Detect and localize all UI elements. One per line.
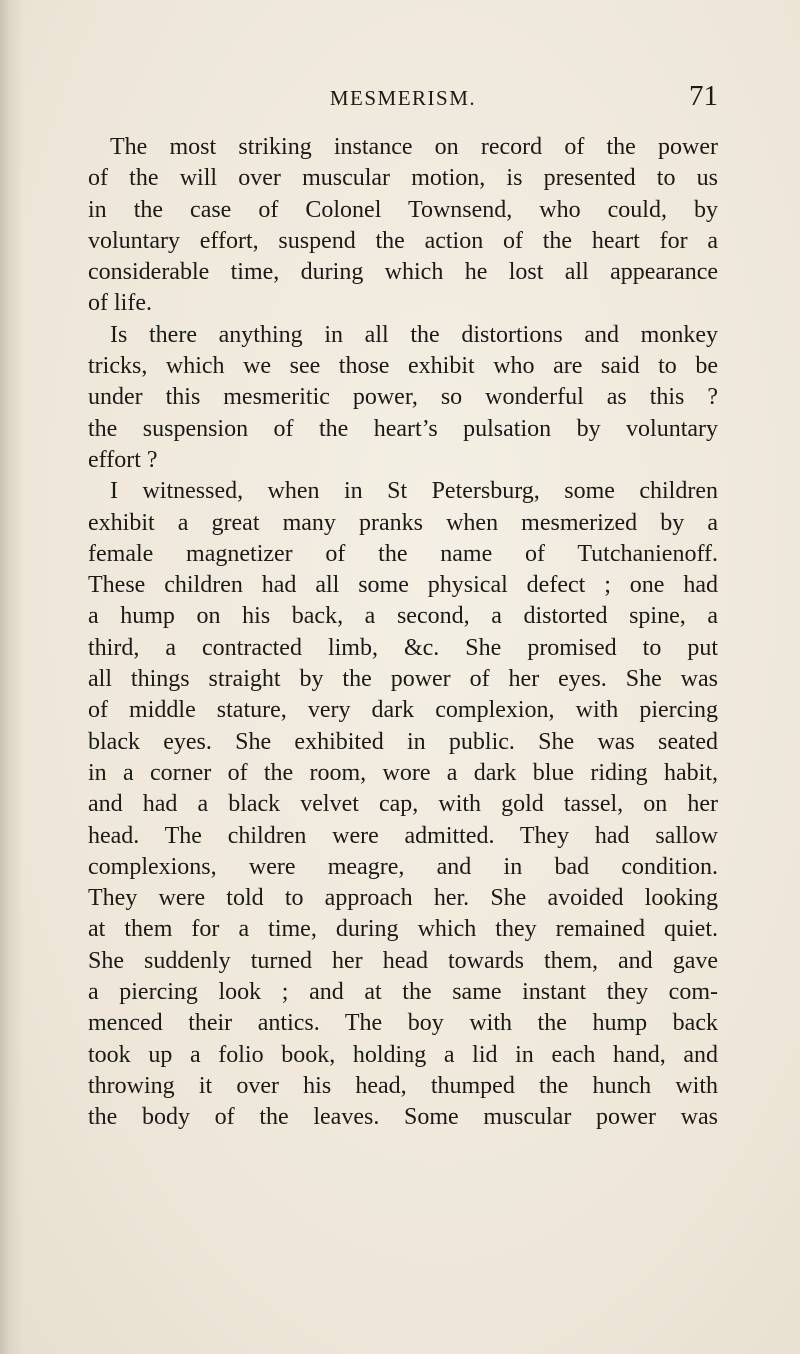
- text-line: at them for a time, during which they remained quiet.: [88, 916, 718, 943]
- text-line: I witnessed, when in St Petersburg, some children: [110, 478, 718, 505]
- text-line: voluntary effort, suspend the action of the heart for a: [88, 227, 718, 254]
- text-line: female magnetizer of the name of Tutchanienoff.: [88, 540, 718, 567]
- text-line: black eyes. She exhibited in public. She was seated: [88, 728, 718, 755]
- text-line: menced their antics. The boy with the hump back: [88, 1010, 718, 1037]
- text-line: of middle stature, very dark complexion, with piercing: [88, 697, 718, 724]
- text-line: the suspension of the heart’s pulsation by voluntary: [88, 415, 718, 442]
- text-line: of life.: [88, 290, 152, 317]
- text-line: under this mesmeritic power, so wonderful as this ?: [88, 384, 718, 411]
- text-line: exhibit a great many pranks when mesmerized by a: [88, 509, 718, 536]
- text-line: a piercing look ; and at the same instant they com-: [88, 979, 718, 1006]
- text-line: in a corner of the room, wore a dark blue riding habit,: [88, 759, 718, 786]
- text-line: a hump on his back, a second, a distorted spine, a: [88, 603, 718, 630]
- text-line: complexions, were meagre, and in bad condition.: [88, 853, 718, 880]
- text-line: She suddenly turned her head towards them, and gave: [88, 947, 718, 974]
- text-line: effort ?: [88, 446, 158, 473]
- text-line: in the case of Colonel Townsend, who could, by: [88, 196, 718, 223]
- text-line: third, a contracted limb, &c. She promised to put: [88, 634, 718, 661]
- text-line: The most striking instance on record of the power: [110, 134, 718, 160]
- page-number: 71: [689, 80, 718, 112]
- page-header: [88, 76, 718, 116]
- running-head: MESMERISM.: [329, 86, 477, 110]
- text-line: and had a black velvet cap, with gold tassel, on her: [88, 791, 718, 818]
- text-line: all things straight by the power of her eyes. She was: [88, 666, 718, 693]
- text-line: head. The children were admitted. They had sallow: [88, 822, 718, 849]
- body-text: [88, 132, 718, 1134]
- text-line: took up a folio book, holding a lid in each hand, and: [88, 1041, 718, 1068]
- text-line: Is there anything in all the distortions and monkey: [110, 321, 718, 348]
- binding-gutter-shadow: [0, 0, 24, 1354]
- text-line: the body of the leaves. Some muscular power was: [88, 1104, 718, 1131]
- text-line: tricks, which we see those exhibit who are said to be: [88, 353, 718, 380]
- text-line: These children had all some physical defect ; one had: [88, 572, 718, 599]
- text-line: throwing it over his head, thumped the hunch with: [88, 1072, 718, 1099]
- text-line: They were told to approach her. She avoided looking: [88, 885, 718, 912]
- text-line: of the will over muscular motion, is presented to us: [88, 165, 718, 192]
- text-line: considerable time, during which he lost all appearance: [88, 259, 718, 286]
